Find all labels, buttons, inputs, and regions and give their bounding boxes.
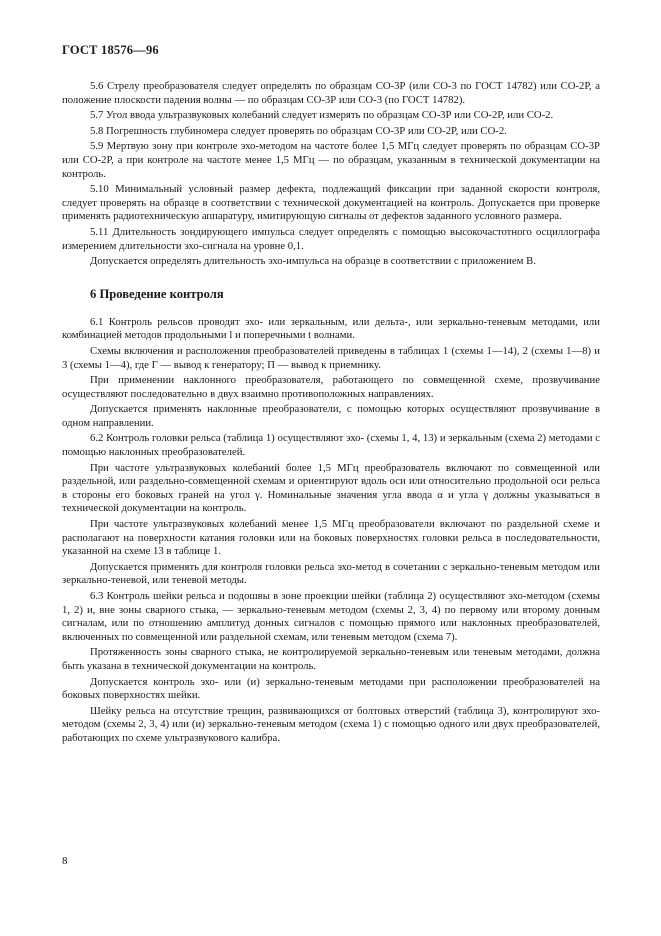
document-body: [62, 80, 600, 748]
paragraph-6-1: 6.1 Контроль рельсов проводят эхо- или зеркальным, или дельта-, или зеркально-теневым методами, или комбинацией методов продольными l и поперечными t волнами.: [62, 315, 600, 342]
paragraph-schemes: Схемы включения и расположения преобразователей приведены в таблицах 1 (схемы 1—14), 2 (схемы 1—8) и 3 (схемы 1—4), где Г — вывод к генератору; П — вывод к приемнику.: [62, 344, 600, 371]
paragraph-6-3: 6.3 Контроль шейки рельса и подошвы в зоне проекции шейки (таблица 2) осуществляют эхо-методом (схемы 1, 2) и, вне зоны сварного стыка, — зеркально-теневым методом (схемы 2, 3, 4) по первому или второму донным сигналам, или по отношению амплитуд донных сигналов с помощью прямого или наклонных преобразователей, включенных по совмещенной или раздельной схемам, или теневым методом (схема 7).: [62, 590, 600, 643]
paragraph-6-2: 6.2 Контроль головки рельса (таблица 1) осуществляют эхо- (схемы 1, 4, 13) и зеркальным (схема 2) методами с помощью наклонных преобразователей.: [62, 432, 600, 459]
paragraph-frequency-high: При частоте ультразвуковых колебаний более 1,5 МГц преобразователь включают по совмещенной или раздельной, или раздельно-совмещенной схемам и ориентируют вдоль оси или относительно продольной оси рельса в стороны его боковых граней на угол γ. Номинальные значения угла ввода α и угла γ должны указываться в технической документации на контроль.: [62, 461, 600, 515]
paragraph-5-11: 5.11 Длительность зондирующего импульса следует определять с помощью высокочастотного осциллографа измерением длительности эхо-сигнала на уровне 0,1.: [62, 225, 600, 252]
paragraph-head-allowed: Допускается применять для контроля головки рельса эхо-метод в сочетании с зеркально-теневым методом или зеркально-теневой, или теневой методы.: [62, 560, 600, 587]
paragraph-5-11-note: Допускается определять длительность эхо-импульса на образце в соответствии с приложением В.: [90, 255, 536, 268]
paragraph-5-7: 5.7 Угол ввода ультразвуковых колебаний следует измерять по образцам СО-3Р или СО-2Р, или СО-2.: [90, 109, 554, 122]
paragraph-5-10: 5.10 Минимальный условный размер дефекта, подлежащий фиксации при заданной скорости контроля, следует проверять на образце в соответствии с технической документацией на контроль. Допускается при проверке применять радиотехническую аппаратуру, имитирующую сигналы от дефектов заданного условного размера.: [62, 183, 600, 223]
paragraph-weld-zone: Протяженность зоны сварного стыка, не контролируемой зеркально-теневым или теневым методами, должна быть указана в технической документации на контроль.: [62, 646, 600, 672]
paragraph-bolt-holes: Шейку рельса на отсутствие трещин, развивающихся от болтовых отверстий (таблица 3), контролируют эхо-методом (схемы 2, 3, 4) или (и) зеркально-теневым методом (схема 1) с помощью одного или двух преобразователей, работающих по схеме ультразвукового калибра.: [62, 704, 600, 744]
paragraph-inclined: При применении наклонного преобразователя, работающего по совмещенной схеме, прозвучивание осуществляют последовательно в двух взаимно противоположных направлениях.: [62, 374, 600, 400]
paragraph-web-sides: Допускается контроль эхо- или (и) зеркально-теневым методами при расположении преобразователей на боковых поверхностях шейки.: [62, 675, 600, 702]
paragraph-5-6: 5.6 Стрелу преобразователя следует определять по образцам СО-3Р (или СО-3 по ГОСТ 14782) или СО-2Р, а положение плоскости падения волны — по образцам СО-3Р или СО-3 (по ГОСТ 14782).: [62, 80, 600, 106]
section-heading: 6 Проведение контроля: [90, 286, 224, 301]
page-number: 8: [62, 855, 68, 867]
paragraph-5-8: 5.8 Погрешность глубиномера следует проверять по образцам СО-3Р или СО-2Р, или СО-2.: [90, 124, 507, 137]
paragraph-frequency-low: При частоте ультразвуковых колебаний менее 1,5 МГц преобразователи включают по раздельной схеме и располагают на поверхности катания головки или на боковых поверхностях головки рельса в последовательности, указанной на схеме 13 в таблице 1.: [62, 518, 600, 558]
paragraph-allowed-inclined: Допускается применять наклонные преобразователи, с помощью которых осуществляют прозвучивание в одном направлении.: [62, 403, 600, 429]
paragraph-5-9: 5.9 Мертвую зону при контроле эхо-методом на частоте более 1,5 МГц следует проверять по образцам СО-3Р или СО-2Р, а при контроле на частоте менее 1,5 МГц — по образцам, указанным в технической документации на контроль.: [62, 140, 600, 180]
document-header: ГОСТ 18576—96: [62, 43, 159, 57]
